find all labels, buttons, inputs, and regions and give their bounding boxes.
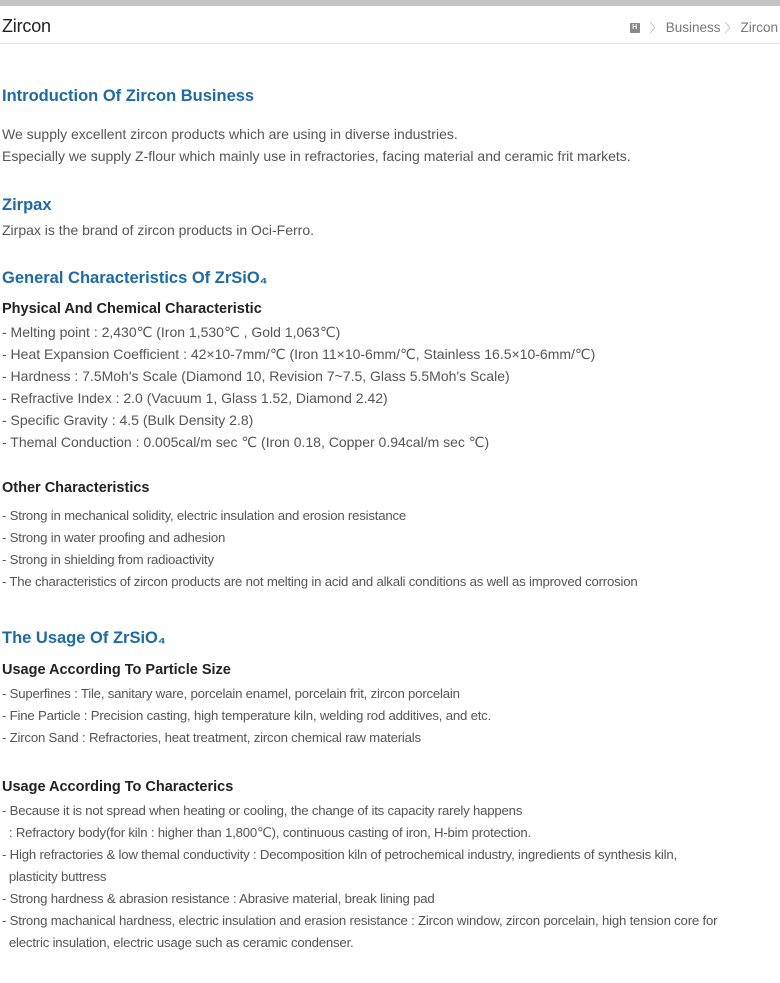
list-item: - Superfines : Tile, sanitary ware, porcelain enamel, porcelain frit, zircon porcelain bbox=[2, 686, 460, 701]
intro-line: We supply excellent zircon products which are using in diverse industries. bbox=[2, 126, 458, 142]
characteristics-subsection bbox=[2, 778, 778, 796]
list-item: - High refractories & low themal conductivity : Decomposition kiln of petrochemical industry, ingredients of synthesis kiln, bbox=[2, 847, 677, 862]
zirpax-text: Zirpax is the brand of zircon products in Oci-Ferro. bbox=[2, 222, 315, 238]
breadcrumb-item-zircon: Zircon bbox=[740, 20, 778, 35]
list-item: - Strong hardness & abrasion resistance : Abrasive material, break lining pad bbox=[2, 891, 435, 906]
list-item: - Hardness : 7.5Moh's Scale (Diamond 10, Revision 7~7.5, Glass 5.5Moh's Scale) bbox=[2, 368, 510, 384]
list-item-continuation: plasticity buttress bbox=[2, 869, 107, 884]
zirpax-heading: Zirpax bbox=[2, 196, 52, 214]
general-section bbox=[2, 268, 778, 288]
physical-list bbox=[2, 321, 778, 453]
list-item: - Themal Conduction : 0.005cal/m sec ℃ (Iron 0.18, Copper 0.94cal/m sec ℃) bbox=[2, 434, 490, 450]
list-item: - Zircon Sand : Refractories, heat treatment, zircon chemical raw materials bbox=[2, 730, 421, 745]
list-item: - Strong in water proofing and adhesion bbox=[2, 530, 226, 545]
intro-line: Especially we supply Z-flour which mainly use in refractories, facing material and ceramic frit markets. bbox=[2, 148, 631, 164]
characteristics-list bbox=[2, 800, 778, 954]
list-item: - Refractive Index : 2.0 (Vacuum 1, Glass 1.52, Diamond 2.42) bbox=[2, 390, 388, 406]
list-item-continuation: electric insulation, electric usage such as ceramic condenser. bbox=[2, 935, 354, 950]
list-item-continuation: : Refractory body(for kiln : higher than 1,800℃), continuous casting of iron, H-bim protection. bbox=[2, 825, 532, 840]
particle-subsection bbox=[2, 661, 778, 679]
page-header bbox=[0, 6, 780, 44]
other-subsection bbox=[2, 479, 778, 497]
list-item: - Heat Expansion Coefficient : 42×10-7mm/℃ (Iron 11×10-6mm/℃, Stainless 16.5×10-6mm/℃) bbox=[2, 346, 596, 362]
list-item: - Strong in mechanical solidity, electric insulation and erosion resistance bbox=[2, 508, 407, 523]
page-title: Zircon bbox=[2, 16, 51, 36]
intro-text bbox=[2, 123, 778, 167]
characteristics-heading: Usage According To Characterics bbox=[2, 779, 234, 795]
list-item: - Strong in shielding from radioactivity bbox=[2, 552, 214, 567]
general-heading: General Characteristics Of ZrSiO₄ bbox=[2, 269, 268, 287]
home-icon[interactable]: H bbox=[630, 23, 640, 33]
breadcrumb-separator: 〉 bbox=[649, 21, 662, 35]
zirpax-text-block bbox=[2, 219, 778, 241]
usage-section bbox=[2, 628, 778, 648]
breadcrumb-item-business[interactable]: Business bbox=[665, 20, 721, 35]
list-item: - Because it is not spread when heating or cooling, the change of its capacity rarely happens bbox=[2, 803, 523, 818]
physical-heading: Physical And Chemical Characteristic bbox=[2, 301, 262, 317]
list-item: - The characteristics of zircon products are not melting in acid and alkali conditions as well as improved corrosion bbox=[2, 574, 638, 589]
physical-subsection bbox=[2, 300, 778, 318]
list-item: - Melting point : 2,430℃ (Iron 1,530℃ , Gold 1,063℃) bbox=[2, 324, 341, 340]
intro-heading: Introduction Of Zircon Business bbox=[2, 87, 255, 105]
zirpax-section bbox=[2, 195, 778, 215]
particle-heading: Usage According To Particle Size bbox=[2, 662, 231, 678]
breadcrumb bbox=[630, 19, 778, 36]
intro-section bbox=[2, 86, 778, 106]
other-heading: Other Characteristics bbox=[2, 480, 150, 496]
list-item: - Specific Gravity : 4.5 (Bulk Density 2.8) bbox=[2, 412, 254, 428]
list-item: - Fine Particle : Precision casting, high temperature kiln, welding rod additives, and etc. bbox=[2, 708, 492, 723]
particle-list bbox=[2, 683, 778, 749]
list-item: - Strong machanical hardness, electric insulation and erasion resistance : Zircon window, zircon porcelain, high tension core for bbox=[2, 913, 718, 928]
usage-heading: The Usage Of ZrSiO₄ bbox=[2, 629, 166, 647]
breadcrumb-separator: 〉 bbox=[724, 21, 737, 35]
other-list bbox=[2, 505, 778, 593]
